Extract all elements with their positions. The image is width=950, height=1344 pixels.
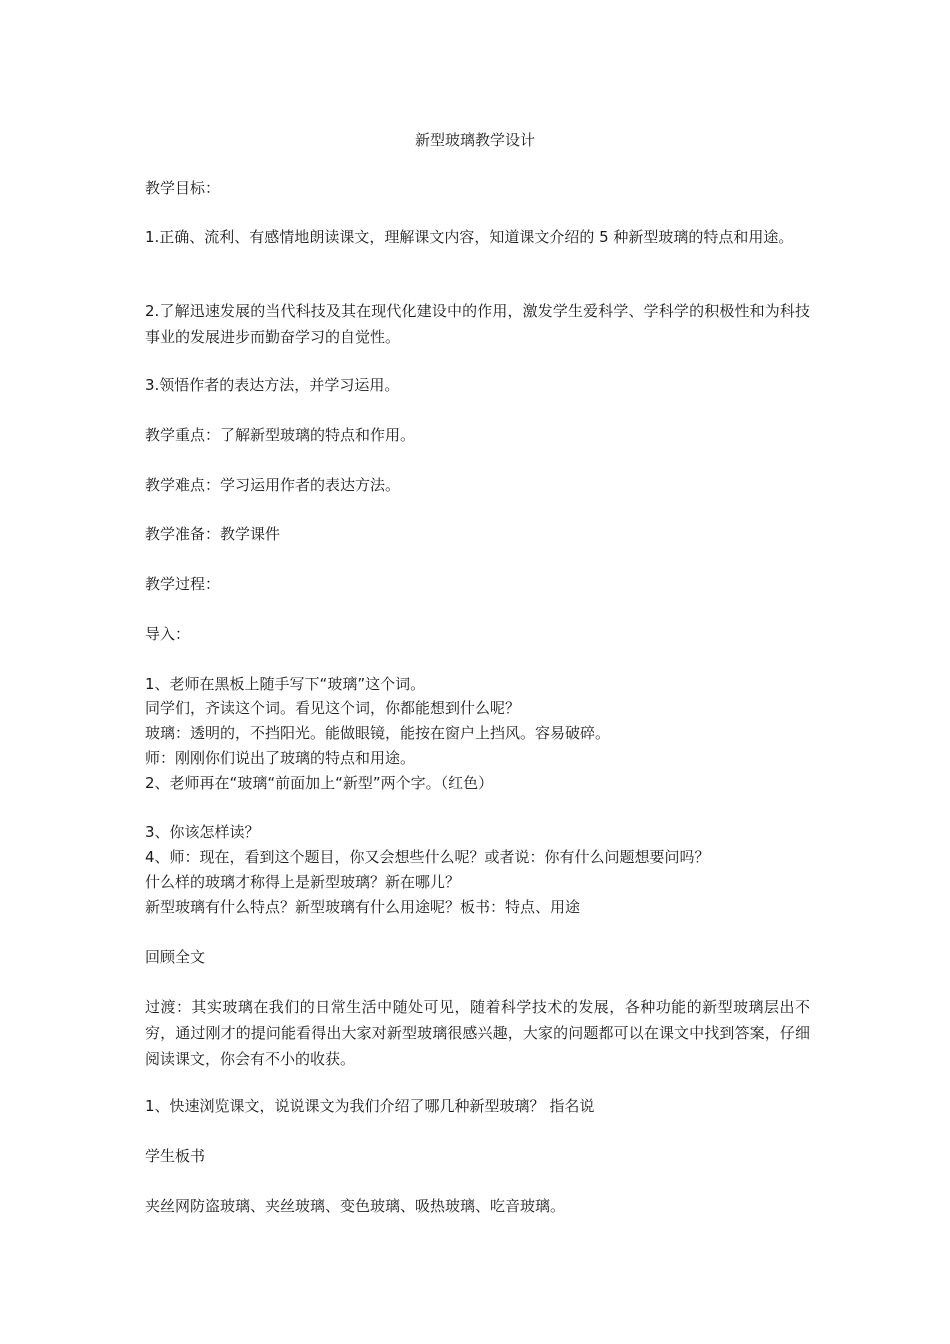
document-title: 新型玻璃教学设计 bbox=[414, 131, 535, 149]
preparation: 教学准备：教学课件 bbox=[145, 525, 281, 543]
question-line: 新型玻璃有什么特点？新型玻璃有什么用途呢？板书：特点、用途 bbox=[145, 898, 581, 916]
question-line: 3、你该怎样读？ bbox=[145, 823, 260, 841]
objective-2: 2.了解迅速发展的当代科技及其在现代化建设中的作用，激发学生爱科学、学科学的积极性和为科技事业的发展进步而勤奋学习的自觉性。 bbox=[145, 302, 810, 346]
intro-line: 师：刚刚你们说出了玻璃的特点和用途。 bbox=[145, 749, 416, 767]
intro-line: 2、老师再在“玻璃“前面加上“新型”两个字。（红色） bbox=[145, 774, 494, 792]
key-point: 教学重点：了解新型玻璃的特点和作用。 bbox=[145, 426, 416, 444]
board-content: 夹丝网防盗玻璃、夹丝玻璃、变色玻璃、吸热玻璃、吃音玻璃。 bbox=[145, 1197, 566, 1215]
objective-1: 1.正确、流利、有感情地朗读课文，理解课文内容，知道课文介绍的 5 种新型玻璃的特点和用途。 bbox=[145, 228, 794, 246]
intro-heading: 导入： bbox=[145, 625, 191, 643]
board-heading: 学生板书 bbox=[145, 1147, 206, 1165]
browse-task: 1、快速浏览课文，说说课文为我们介绍了哪几种新型玻璃？ 指名说 bbox=[145, 1097, 595, 1115]
question-line: 什么样的玻璃才称得上是新型玻璃？新在哪儿？ bbox=[145, 873, 461, 891]
objectives-heading: 教学目标： bbox=[145, 179, 221, 197]
review-heading: 回顾全文 bbox=[145, 948, 206, 966]
intro-line: 玻璃：透明的，不挡阳光。能做眼镜，能按在窗户上挡风。容易破碎。 bbox=[145, 724, 611, 742]
difficulty: 教学难点：学习运用作者的表达方法。 bbox=[145, 476, 401, 494]
process-heading: 教学过程： bbox=[145, 575, 221, 593]
intro-line: 同学们，齐读这个词。看见这个词，你都能想到什么呢？ bbox=[145, 699, 521, 717]
question-line: 4、师：现在，看到这个题目，你又会想些什么呢？或者说：你有什么问题想要问吗？ bbox=[145, 848, 710, 866]
transition-paragraph: 过渡：其实玻璃在我们的日常生活中随处可见，随着科学技术的发展，各种功能的新型玻璃层出不穷，通过刚才的提问能看得出大家对新型玻璃很感兴趣，大家的问题都可以在课文中找到答案，仔细阅读课文，你会有不小的收获。 bbox=[145, 998, 810, 1068]
objective-3: 3.领悟作者的表达方法，并学习运用。 bbox=[145, 376, 400, 394]
intro-line: 1、老师在黑板上随手写下“玻璃”这个词。 bbox=[145, 675, 426, 693]
